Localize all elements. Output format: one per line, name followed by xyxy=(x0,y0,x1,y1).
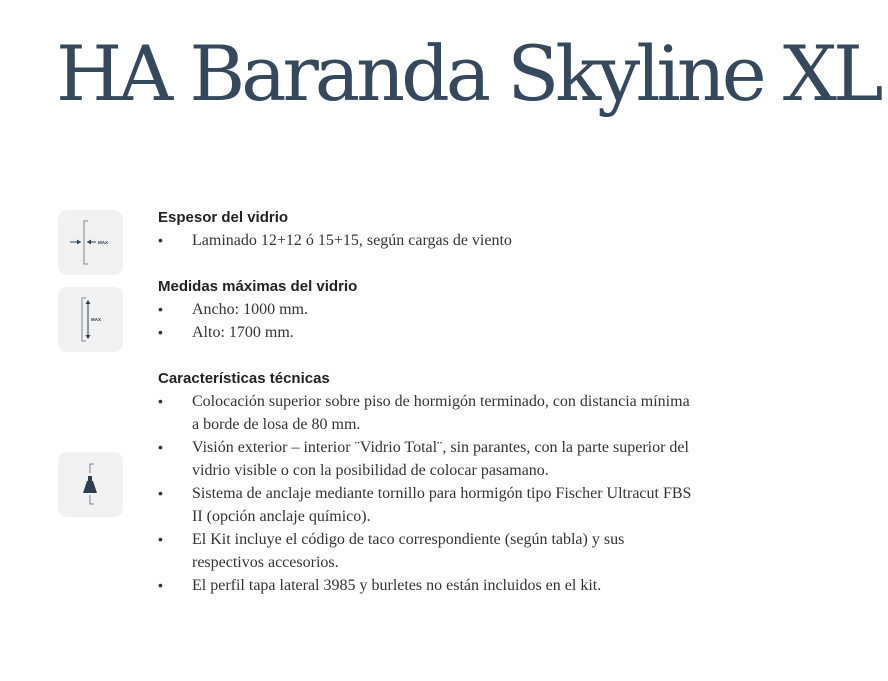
bullet: • xyxy=(158,393,163,409)
list-item: • Ancho: 1000 mm. xyxy=(158,298,692,321)
list-item: • Sistema de anclaje mediante tornillo para hormigón tipo Fischer Ultracut FBS II (opción anclaje químico). xyxy=(158,482,692,528)
page-title: HA Baranda Skyline XL xyxy=(56,29,880,118)
bullet: • xyxy=(158,485,163,501)
bullet: • xyxy=(158,531,163,547)
bullet: • xyxy=(158,324,163,340)
list-item: • Alto: 1700 mm. xyxy=(158,321,692,344)
max-label: MAX xyxy=(98,240,108,245)
section-heading: Medidas máximas del vidrio xyxy=(158,278,358,295)
section-technical-features xyxy=(158,367,692,597)
glass-thickness-icon xyxy=(58,210,123,275)
max-label: MAX xyxy=(91,317,101,322)
bullet: • xyxy=(158,232,163,248)
section-heading: Características técnicas xyxy=(158,370,330,387)
bullet: • xyxy=(158,577,163,593)
list-item: • El Kit incluye el código de taco correspondiente (según tabla) y sus respectivos accesorios. xyxy=(158,528,692,574)
list-item: • El perfil tapa lateral 3985 y burletes no están incluidos en el kit. xyxy=(158,574,692,597)
bullet: • xyxy=(158,439,163,455)
bullet: • xyxy=(158,301,163,317)
section-heading: Espesor del vidrio xyxy=(158,209,289,226)
list-item: • Colocación superior sobre piso de hormigón terminado, con distancia mínima a borde de losa de 80 mm. xyxy=(158,390,692,436)
glass-height-icon xyxy=(58,287,123,352)
section-glass-thickness xyxy=(158,206,692,252)
anchor-icon xyxy=(58,452,123,517)
section-max-glass-dimensions xyxy=(158,275,692,344)
list-item: • Laminado 12+12 ó 15+15, según cargas de viento xyxy=(158,229,692,252)
list-item: • Visión exterior – interior ¨Vidrio Total¨, sin parantes, con la parte superior del vidrio visible o con la posibilidad de colocar pasamano. xyxy=(158,436,692,482)
